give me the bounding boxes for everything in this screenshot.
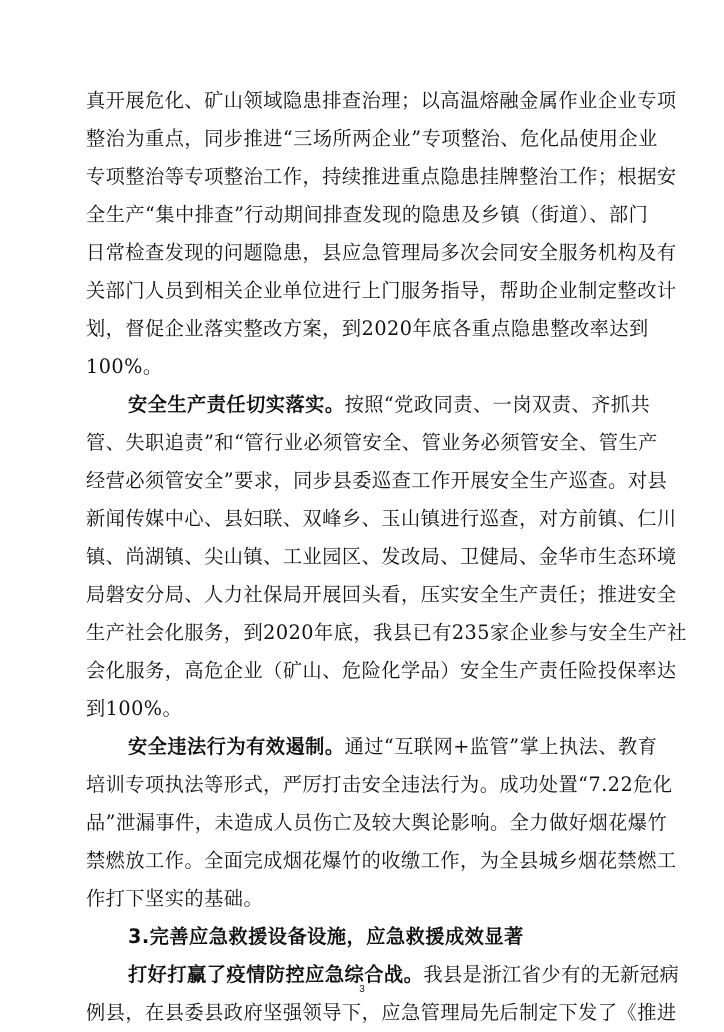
paragraph-first-line [86, 386, 651, 424]
text-line: 真开展危化、矿山领域隐患排查治理；以高温熔融金属作业企业专项 [86, 89, 677, 112]
paragraph-illegal-acts [86, 728, 677, 918]
text-line: 全生产“集中排查”行动期间排查发现的隐患及乡镇（街道）、部门 [86, 203, 649, 226]
text-line: 整治为重点，同步推进“三场所两企业”专项整治、危化品使用企业 [86, 127, 658, 150]
paragraph-heading: 安全生产责任切实落实。 [128, 393, 345, 416]
paragraph-first-line [86, 728, 658, 766]
paragraph-heading: 打好打赢了疫情防控应急综合战。 [128, 963, 424, 986]
text-line: 经营必须管安全”要求，同步县委巡查工作开展安全生产巡查。对县 [86, 469, 668, 492]
text-line: 关部门人员到相关企业单位进行上门服务指导，帮助企业制定整改计 [86, 279, 677, 302]
text-line: 专项整治等专项整治工作，持续推进重点隐患挂牌整治工作；根据安 [86, 165, 677, 188]
text-line: 例县，在县委县政府坚强领导下，应急管理局先后制定下发了《推进 [86, 1001, 677, 1024]
text-line: 100%。 [86, 355, 163, 378]
text-line: 作打下坚实的基础。 [86, 887, 264, 910]
text-line: 日常检查发现的问题隐患，县应急管理局多次会同安全服务机构及有 [86, 241, 677, 264]
text-line: 培训专项执法等形式，严厉打击安全违法行为。成功处置“7.22危化 [86, 773, 673, 796]
text-line: 管、失职追责”和“管行业必须管安全、管业务必须管安全、管生产 [86, 431, 658, 454]
paragraph-heading: 安全违法行为有效遏制。 [128, 735, 345, 758]
text-line: 生产社会化服务，到2020年底，我县已有235家企业参与安全生产社 [86, 621, 687, 644]
text-line: 局磐安分局、人力社保局开展回头看，压实安全生产责任；推进安全 [86, 583, 677, 606]
paragraph-hazard-rectification [86, 82, 677, 386]
text-line: 新闻传媒中心、县妇联、双峰乡、玉山镇进行巡查，对方前镇、仁川 [86, 507, 677, 530]
text-line: 会化服务，高危企业（矿山、危险化学品）安全生产责任险投保率达 [86, 659, 677, 682]
text-run: 通过“互联网+监管”掌上执法、教育 [344, 735, 658, 758]
text-line: 镇、尚湖镇、尖山镇、工业园区、发改局、卫健局、金华市生态环境 [86, 545, 677, 568]
text-run: 我县是浙江省少有的无新冠病 [423, 963, 680, 986]
page-number: 3 [359, 984, 365, 995]
document-body [86, 82, 687, 1032]
text-line: 品”泄漏事件，未造成人员伤亡及较大舆论影响。全力做好烟花爆竹 [86, 811, 668, 834]
text-line: 划，督促企业落实整改方案，到2020年底各重点隐患整改率达到 [86, 317, 649, 340]
text-line: 禁燃放工作。全面完成烟花爆竹的收缴工作，为全县城乡烟花禁燃工 [86, 849, 677, 872]
section-heading: 3.完善应急救援设备设施，应急救援成效显著 [128, 925, 524, 948]
text-run: 按照“党政同责、一岗双责、齐抓共 [344, 393, 651, 416]
text-line: 到100%。 [86, 697, 183, 720]
paragraph-safety-responsibility [86, 386, 687, 728]
